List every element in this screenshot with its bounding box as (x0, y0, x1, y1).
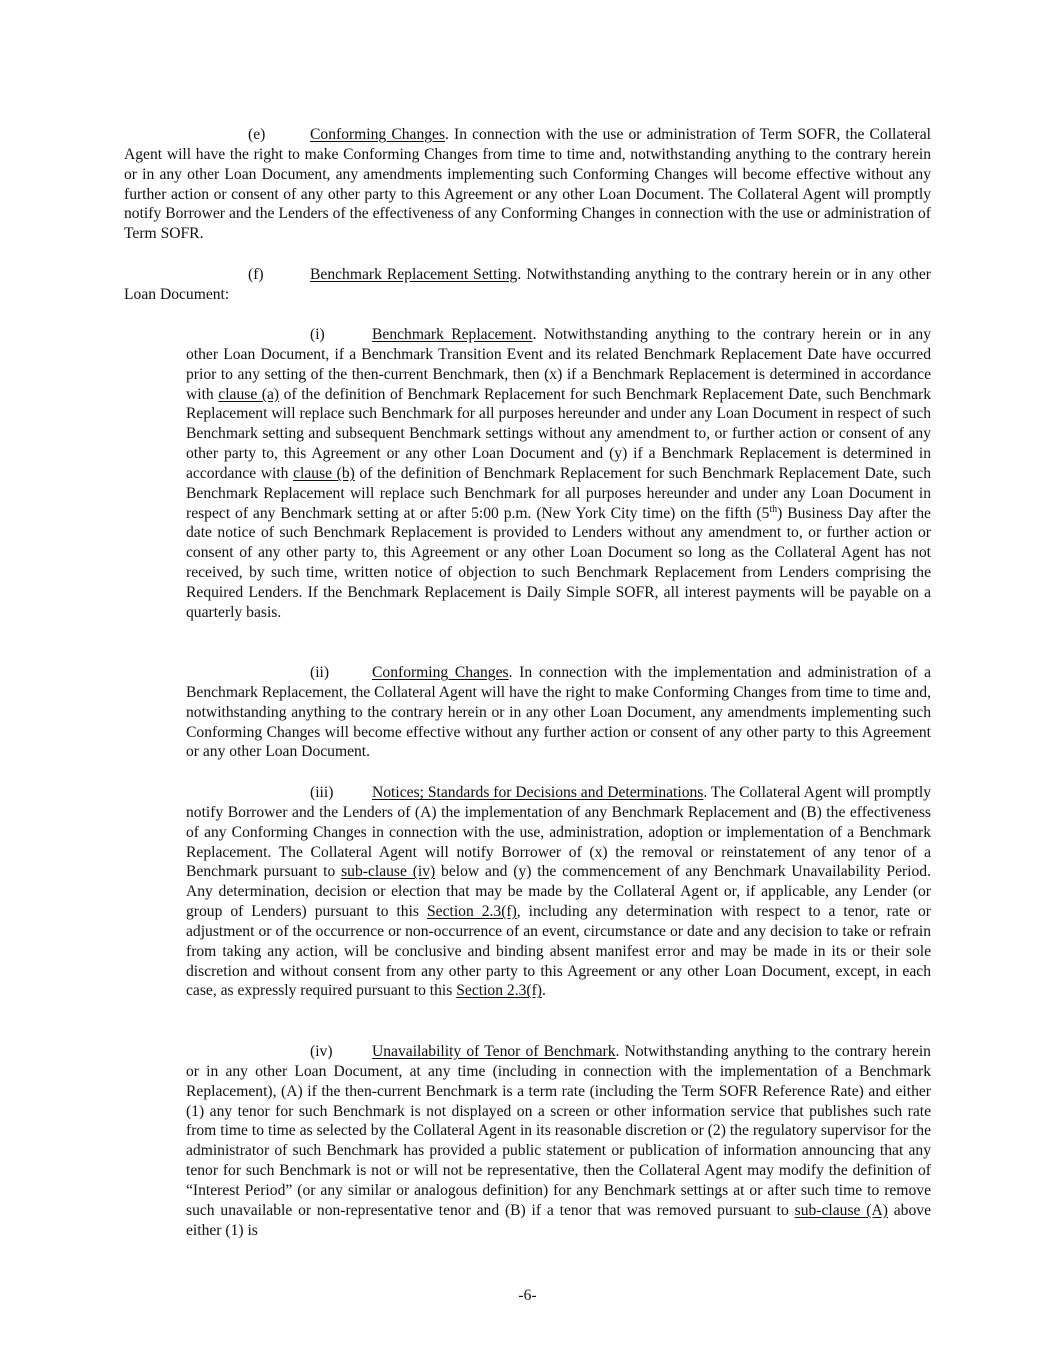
clause-a-reference: clause (a) (218, 385, 280, 403)
section-e-text: . In connection with the use or administration of Term SOFR, the Collateral Agent will have the right to make Conforming Changes from time to time and, notwithstanding anything to the contrary herein or in any other Loan Document, any amendments implementing such Conforming Changes will become effective without any further action or consent of any other party to this Agreement or any other Loan Document. The Collateral Agent will promptly notify Borrower and the Lenders of the effectiveness of any Conforming Changes in connection with the use or administration of Term SOFR. (124, 126, 931, 243)
clause-i-number: (i) (310, 326, 325, 343)
clause-iii-paragraph (186, 783, 931, 1001)
section-e-heading: Conforming Changes (310, 126, 446, 143)
sub-clause-iv-reference: sub-clause (iv) (341, 863, 436, 881)
page-number: -6- (518, 1287, 537, 1304)
section-f-text: . Notwithstanding anything to the contrary herein or in any other Loan Document: (124, 266, 931, 303)
clause-iii-text-3: , including any determination with respect to a tenor, rate or adjustment or of the occurrence or non-occurrence of an event, circumstance or date and any decision to take or refrain from taking any action, will be conclusive and binding absent manifest error and may be made in its or their sole discretion and without consent from any other party to this Agreement or any other Loan Document, except, in each case, as expressly required pursuant to this (186, 903, 931, 1000)
section-e-paragraph (124, 125, 931, 244)
clause-ii-number: (ii) (310, 664, 330, 681)
section-f-number: (f) (248, 266, 264, 283)
clause-i-text-1: . Notwithstanding anything to the contrary herein or in any other Loan Document, if a Benchmark Transition Event and its related Benchmark Replacement Date have occurred prior to any setting of the then-current Benchmark, then (x) if a Benchmark Replacement is determined in accordance with (186, 326, 931, 403)
clause-b-reference: clause (b) (293, 464, 355, 482)
section-f-paragraph (124, 265, 931, 305)
clause-iv-paragraph (186, 1042, 931, 1240)
sub-clause-a-reference: sub-clause (A) (794, 1201, 888, 1219)
clause-i-text-4: ) Business Day after the date notice of such Benchmark Replacement is provided to Lenders without any amendment to, or further action or consent of any other party to, this Agreement or any other Loan Document so long as the Collateral Agent has not received, by such time, written notice of objection to such Benchmark Replacement from Lenders comprising the Required Lenders. If the Benchmark Replacement is Daily Simple SOFR, all interest payments will be payable on a quarterly basis. (186, 504, 931, 621)
clause-iii-heading: Notices; Standards for Decisions and Determinations (372, 784, 704, 801)
clause-iv-heading: Unavailability of Tenor of Benchmark (372, 1043, 616, 1060)
clause-ii-text: . In connection with the implementation and administration of a Benchmark Replacement, the Collateral Agent will have the right to make Conforming Changes from time to time and, notwithstanding anything to the contrary herein or in any other Loan Document, any amendments implementing such Conforming Changes will become effective without any further action or consent of any other party to this Agreement or any other Loan Document. (186, 664, 931, 761)
clause-iii-text-2: below and (y) the commencement of any Benchmark Unavailability Period. Any determination, decision or election that may be made by the Collateral Agent or, if applicable, any Lender (or group of Lenders) pursuant to this (186, 863, 932, 921)
clause-i-paragraph (186, 325, 931, 623)
clause-iv-number: (iv) (310, 1043, 333, 1060)
section-e-number: (e) (248, 126, 266, 143)
clause-iii-text-4: . (541, 982, 546, 1000)
clause-i-text-2: of the definition of Benchmark Replacement for such Benchmark Replacement Date, such Benchmark Replacement will replace such Benchmark for all purposes hereunder and under any Loan Document in respect of such Benchmark setting and subsequent Benchmark settings without any amendment to, or further action or consent of any other party to, this Agreement or any other Loan Document and (y) if a Benchmark Replacement is determined in accordance with (186, 385, 932, 482)
clause-ii-heading: Conforming Changes (372, 664, 509, 681)
clause-iv-text-1: . Notwithstanding anything to the contrary herein or in any other Loan Document, at any time (including in connection with the implementation of a Benchmark Replacement), (A) if the then-current Benchmark is a term rate (including the Term SOFR Reference Rate) and either (1) any tenor for such Benchmark is not displayed on a screen or other information service that publishes such rate from time to time as selected by the Collateral Agent in its reasonable discretion or (2) the regulatory supervisor for the administrator of such Benchmark has provided a public statement or publication of information announcing that any tenor for such Benchmark is not or will not be representative, then the Collateral Agent may modify the definition of “Interest Period” (or any similar or analogous definition) for any Benchmark settings at or after such time to remove such unavailable or non-representative tenor and (B) if a tenor that was removed pursuant to (186, 1043, 931, 1219)
section-f-heading: Benchmark Replacement Setting (310, 266, 518, 283)
ordinal-superscript: th (769, 503, 778, 515)
clause-iv-text-2: above either (1) is (186, 1201, 931, 1239)
clause-iii-text-1: . The Collateral Agent will promptly notify Borrower and the Lenders of (A) the implementation of any Benchmark Replacement and (B) the effectiveness of any Conforming Changes in connection with the use, administration, adoption or implementation of a Benchmark Replacement. The Collateral Agent will notify Borrower of (x) the removal or reinstatement of any tenor of a Benchmark pursuant to (186, 784, 931, 881)
clause-iii-number: (iii) (310, 784, 334, 801)
clause-i-heading: Benchmark Replacement (372, 326, 533, 343)
clause-i-text-3: of the definition of Benchmark Replacement for such Benchmark Replacement Date, such Benchmark Replacement will replace such Benchmark for all purposes hereunder and under any Loan Document in respect of any Benchmark setting at or after 5:00 p.m. (New York City time) on the fifth (5 (186, 464, 932, 522)
section-reference: Section 2.3(f) (456, 982, 542, 1000)
clause-ii-paragraph (186, 663, 931, 762)
section-reference: Section 2.3(f) (426, 903, 517, 921)
